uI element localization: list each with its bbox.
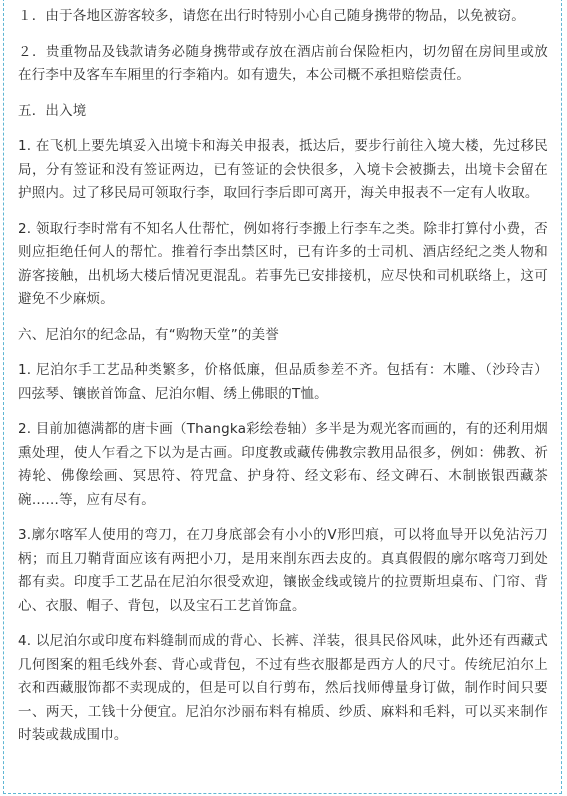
paragraph: 1. 在飞机上要先填妥入出境卡和海关申报表，抵达后，要步行前往入境大楼，先过移民局，分有签证和没有签证两边，已有签证的会快很多，入境卡会被撕去，出境卡会留在护照内。过了移民局可领取行李，取回行李后即可离开，海关申报表不一定有人收取。 <box>18 138 548 201</box>
section-heading: 六、尼泊尔的纪念品，有“购物天堂”的美誉 <box>18 326 279 343</box>
paragraph: １．由于各地区游客较多，请您在出行时特别小心自己随身携带的物品，以免被窃。 <box>18 8 525 24</box>
paragraph: 4. 以尼泊尔或印度布料缝制而成的背心、长裤、洋装，很具民俗风味，此外还有西藏式几何图案的粗毛线外套、背心或背包，不过有些衣服都是西方人的尺寸。传统尼泊尔上衣和西藏服饰都不卖现成的，但是可以自行剪布，然后找师傅量身订做，制作时间只要一、两天，工钱十分便宜。尼泊尔沙丽布料有棉质、纱质、麻料和毛料，可以买来制作时装或裁成围巾。 <box>18 633 548 743</box>
article-body <box>18 5 548 760</box>
paragraph: 2. 领取行李时常有不知名人仕帮忙，例如将行李搬上行李车之类。除非打算付小费，否则应拒绝任何人的帮忙。推着行李出禁区时，已有许多的士司机、酒店经纪之类人物和游客接触，出机场大楼后情况更混乱。若事先已安排接机，应尽快和司机联络上，这可避免不少麻烦。 <box>18 220 548 307</box>
paragraph: 3.廓尔喀军人使用的弯刀，在刀身底部会有小小的V形凹痕，可以将血导开以免沾污刀柄；而且刀鞘背面应该有两把小刀，是用来削东西去皮的。真真假假的廓尔喀弯刀到处都有卖。印度手工艺品在尼泊尔很受欢迎，镶嵌金线或镜片的拉贾斯坦桌布、门帘、背心、衣服、帽子、背包，以及宝石工艺首饰盒。 <box>18 527 548 614</box>
paragraph: ２．贵重物品及钱款请务必随身携带或存放在酒店前台保险柜内，切勿留在房间里或放在行李中及客车车厢里的行李箱内。如有遗失，本公司概不承担赔偿责任。 <box>18 43 548 83</box>
section-heading: 五．出入境 <box>18 102 87 119</box>
paragraph: 2. 目前加德满都的唐卡画（Thangka彩绘卷轴）多半是为观光客而画的，有的还利用烟熏处理，使人乍看之下以为是古画。印度教或藏传佛教宗教用品很多，例如：佛教、祈祷轮、佛像绘画、冥思符、符咒盒、护身符、经文彩布、经文碑石、木制嵌银西藏茶碗……等，应有尽有。 <box>18 421 548 508</box>
paragraph: 1. 尼泊尔手工艺品种类繁多，价格低廉，但品质参差不齐。包括有：木雕、（沙玲吉）四弦琴、镶嵌首饰盒、尼泊尔帽、绣上佛眼的T恤。 <box>18 362 548 402</box>
